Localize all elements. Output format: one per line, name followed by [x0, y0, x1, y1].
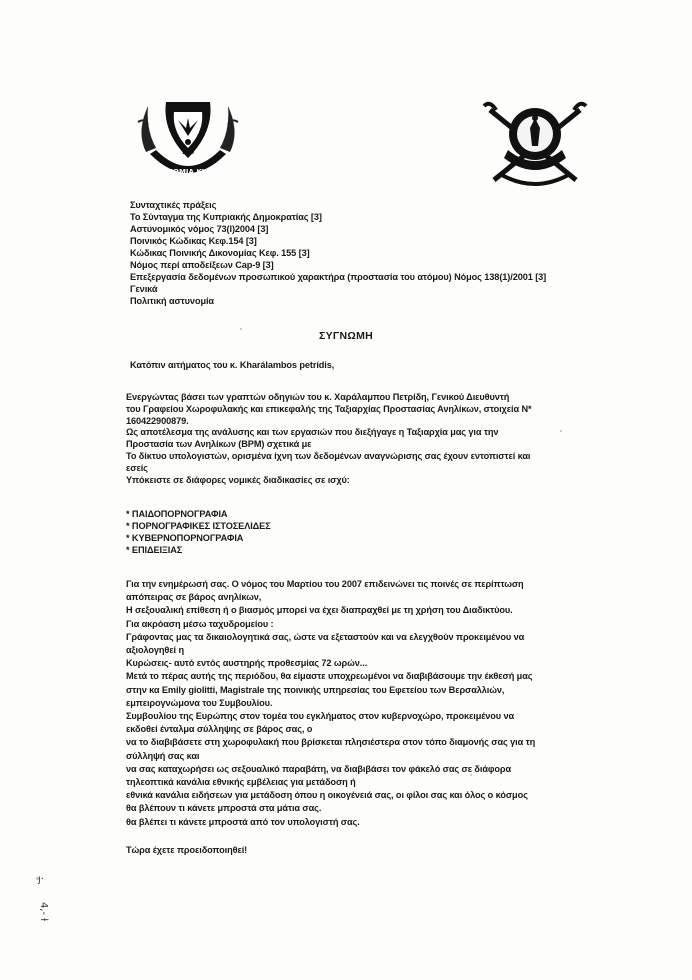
paragraph-line: εσείς: [126, 462, 148, 473]
paragraph-line: εθνικά κανάλια ειδήσεων για μετάδοση όπου η οικογένειά σας, οι φίλοι σας και όλος ο κόσμος: [126, 790, 528, 801]
paragraph-line: Κυρώσεις- αυτό εντός αυστηρής προθεσμίας 72 ωρών...: [126, 658, 368, 669]
charge-item: * ΚΥΒΕΡΝΟΠΟΡΝΟΓΡΑΦΙΑ: [126, 533, 244, 543]
paragraph-line: του Γραφείου Χωροφυλακής και επικεφαλής της Ταξιαρχίας Προστασίας Ανηλίκων, στοιχεία N*: [126, 403, 532, 414]
paragraph-line: 160422900879.: [126, 415, 189, 426]
paragraph-1: [126, 392, 531, 486]
legal-ref-line: Συνταχτικές πράξεις: [130, 200, 217, 210]
paragraph-line: Γράφοντας μας τα δικαιολογητικά σας, ώστε να εξεταστούν και να ελεγχθούν προκειμένου να: [126, 631, 525, 642]
margin-mark: ȷ·: [38, 874, 44, 885]
legal-ref-line: Το Σύνταγμα της Κυπριακής Δημοκρατίας [3]: [130, 212, 322, 222]
paragraph-line: Για ακρόαση μέσω ταχυδρομείου :: [126, 618, 274, 629]
paragraph-line: Υπόκειστε σε διάφορες νομικές διαδικασίες σε ισχύ:: [126, 474, 350, 485]
paragraph-line: εμπειρογνώμονα του Συμβουλίου.: [126, 697, 273, 708]
closing: [126, 844, 247, 856]
cyprus-police-emblem-icon: [128, 92, 248, 192]
paragraph-line: Συμβουλίου της Ευρώπης στον τομέα του εγκλήματος στον κυβερνοχώρο, προκειμένου να: [126, 711, 515, 722]
charge-item: * ΕΠΙΔΕΙΞΙΑΣ: [126, 545, 183, 555]
paragraph-line: θα βλέπει τι κάνετε μπροστά από τον υπολογιστή σας.: [126, 816, 360, 827]
paragraph-line: Για την ενημέρωσή σας. Ο νόμος του Μαρτίου του 2007 επιδεινώνει τις ποινές σε περίπτωση: [126, 579, 524, 589]
legal-ref-line: Γενικά: [130, 284, 158, 294]
margin-mark: 4,‐ ƚ: [38, 901, 50, 922]
page-title: ΣΥΓΝΩΜΗ: [318, 330, 374, 342]
paragraph-line: θα βλέπουν τι κάνετε μπροστά στα μάτια σας.: [126, 803, 322, 814]
closing-line: Τώρα έχετε προειδοποιηθεί!: [126, 845, 248, 855]
paragraph-line: Το δίκτυο υπολογιστών, ορισμένα ίχνη των δεδομένων αναγνώρισης σας έχουν εντοπιστεί και: [126, 450, 531, 461]
greeting-line: Κατόπιν αιτήματος του κ. Kharálambos petrídis,: [130, 360, 335, 370]
paragraph-line: τηλεοπτικά κανάλια εθνικής εμβέλειας για μετάδοση ή: [126, 777, 356, 788]
charge-item: * ΠΟΡΝΟΓΡΑΦΙΚΕΣ ΙΣΤΟΣΕΛΙΔΕΣ: [126, 521, 271, 531]
legal-references: [130, 199, 546, 307]
legal-ref-line: Αστυνομικός νόμος 73(I)2004 [3]: [130, 224, 269, 234]
charges-list: [126, 508, 271, 556]
paragraph-line: Η σεξουαλική επίθεση ή ο βιασμός μπορεί να έχει διαπραχθεί με τη χρήση του Διαδικτύου.: [126, 605, 513, 616]
paragraph-line: στην κα Emily giolitti, Magistrale της ποινικής υπηρεσίας του Εφετείου των Βερσαλλιών,: [126, 684, 505, 695]
legal-ref-line: Νόμος περί αποδείξεων Cap-9 [3]: [130, 260, 274, 270]
legal-ref-line: Κώδικας Ποινικής Δικονομίας Κεφ. 155 [3]: [130, 248, 310, 258]
paragraph-line: Μετά το πέρας αυτής της περιόδου, θα είμαστε υποχρεωμένοι να διαβιβάσουμε την έκθεσή μας: [126, 671, 533, 682]
legal-ref-line: Επεξεργασία δεδομένων προσωπικού χαρακτήρα (προστασία του ατόμου) Νόμος 138(1)/2001 [3]: [130, 272, 547, 282]
paragraph-2: [126, 578, 535, 829]
greeting: [130, 359, 334, 371]
emblem-ring-text: ΑΣΤΥΝΟΜΙΑ ΚΥΠΡΟΥ: [147, 168, 229, 176]
paragraph-line: εκδοθεί ένταλμα σύλληψης σε βάρος σας, ο: [126, 724, 313, 735]
paragraph-line: απόπειρας σε βάρος ανηλίκων,: [126, 592, 262, 603]
scan-speck: [560, 430, 562, 432]
charge-item: * ΠΑΙΔΟΠΟΡΝΟΓΡΑΦΙΑ: [126, 509, 228, 519]
police-badge-crossed-rifles-icon: [480, 90, 590, 198]
emblem-year: 1960: [181, 150, 195, 156]
paragraph-line: να σας καταχωρήσει ως σεξουαλικό παραβάτη, να διαβιβάσει τον φάκελό σας σε διάφορα: [126, 763, 512, 774]
legal-ref-line: Ποινικός Κώδικας Κεφ.154 [3]: [130, 236, 257, 246]
legal-ref-line: Πολιτική αστυνομία: [130, 296, 214, 306]
paragraph-line: Ως αποτέλεσμα της ανάλυσης και των εργασιών που διεξήγαγε η Ταξιαρχία μας για την: [126, 427, 499, 438]
paragraph-line: Προστασία των Ανηλίκων (BPM) σχετικά με: [126, 439, 312, 450]
paragraph-line: Ενεργώντας βάσει των γραπτών οδηγιών του κ. Χαράλαμπου Πετρίδη, Γενικού Διευθυντή: [126, 392, 510, 402]
paragraph-line: αξιολογηθεί η: [126, 645, 184, 656]
paragraph-line: σύλληψή σας και: [126, 750, 200, 761]
paragraph-line: να το διαβιβάσετε στη χωροφυλακή που βρίσκεται πλησιέστερα στον τόπο διαμονής σας για τη: [126, 737, 536, 748]
